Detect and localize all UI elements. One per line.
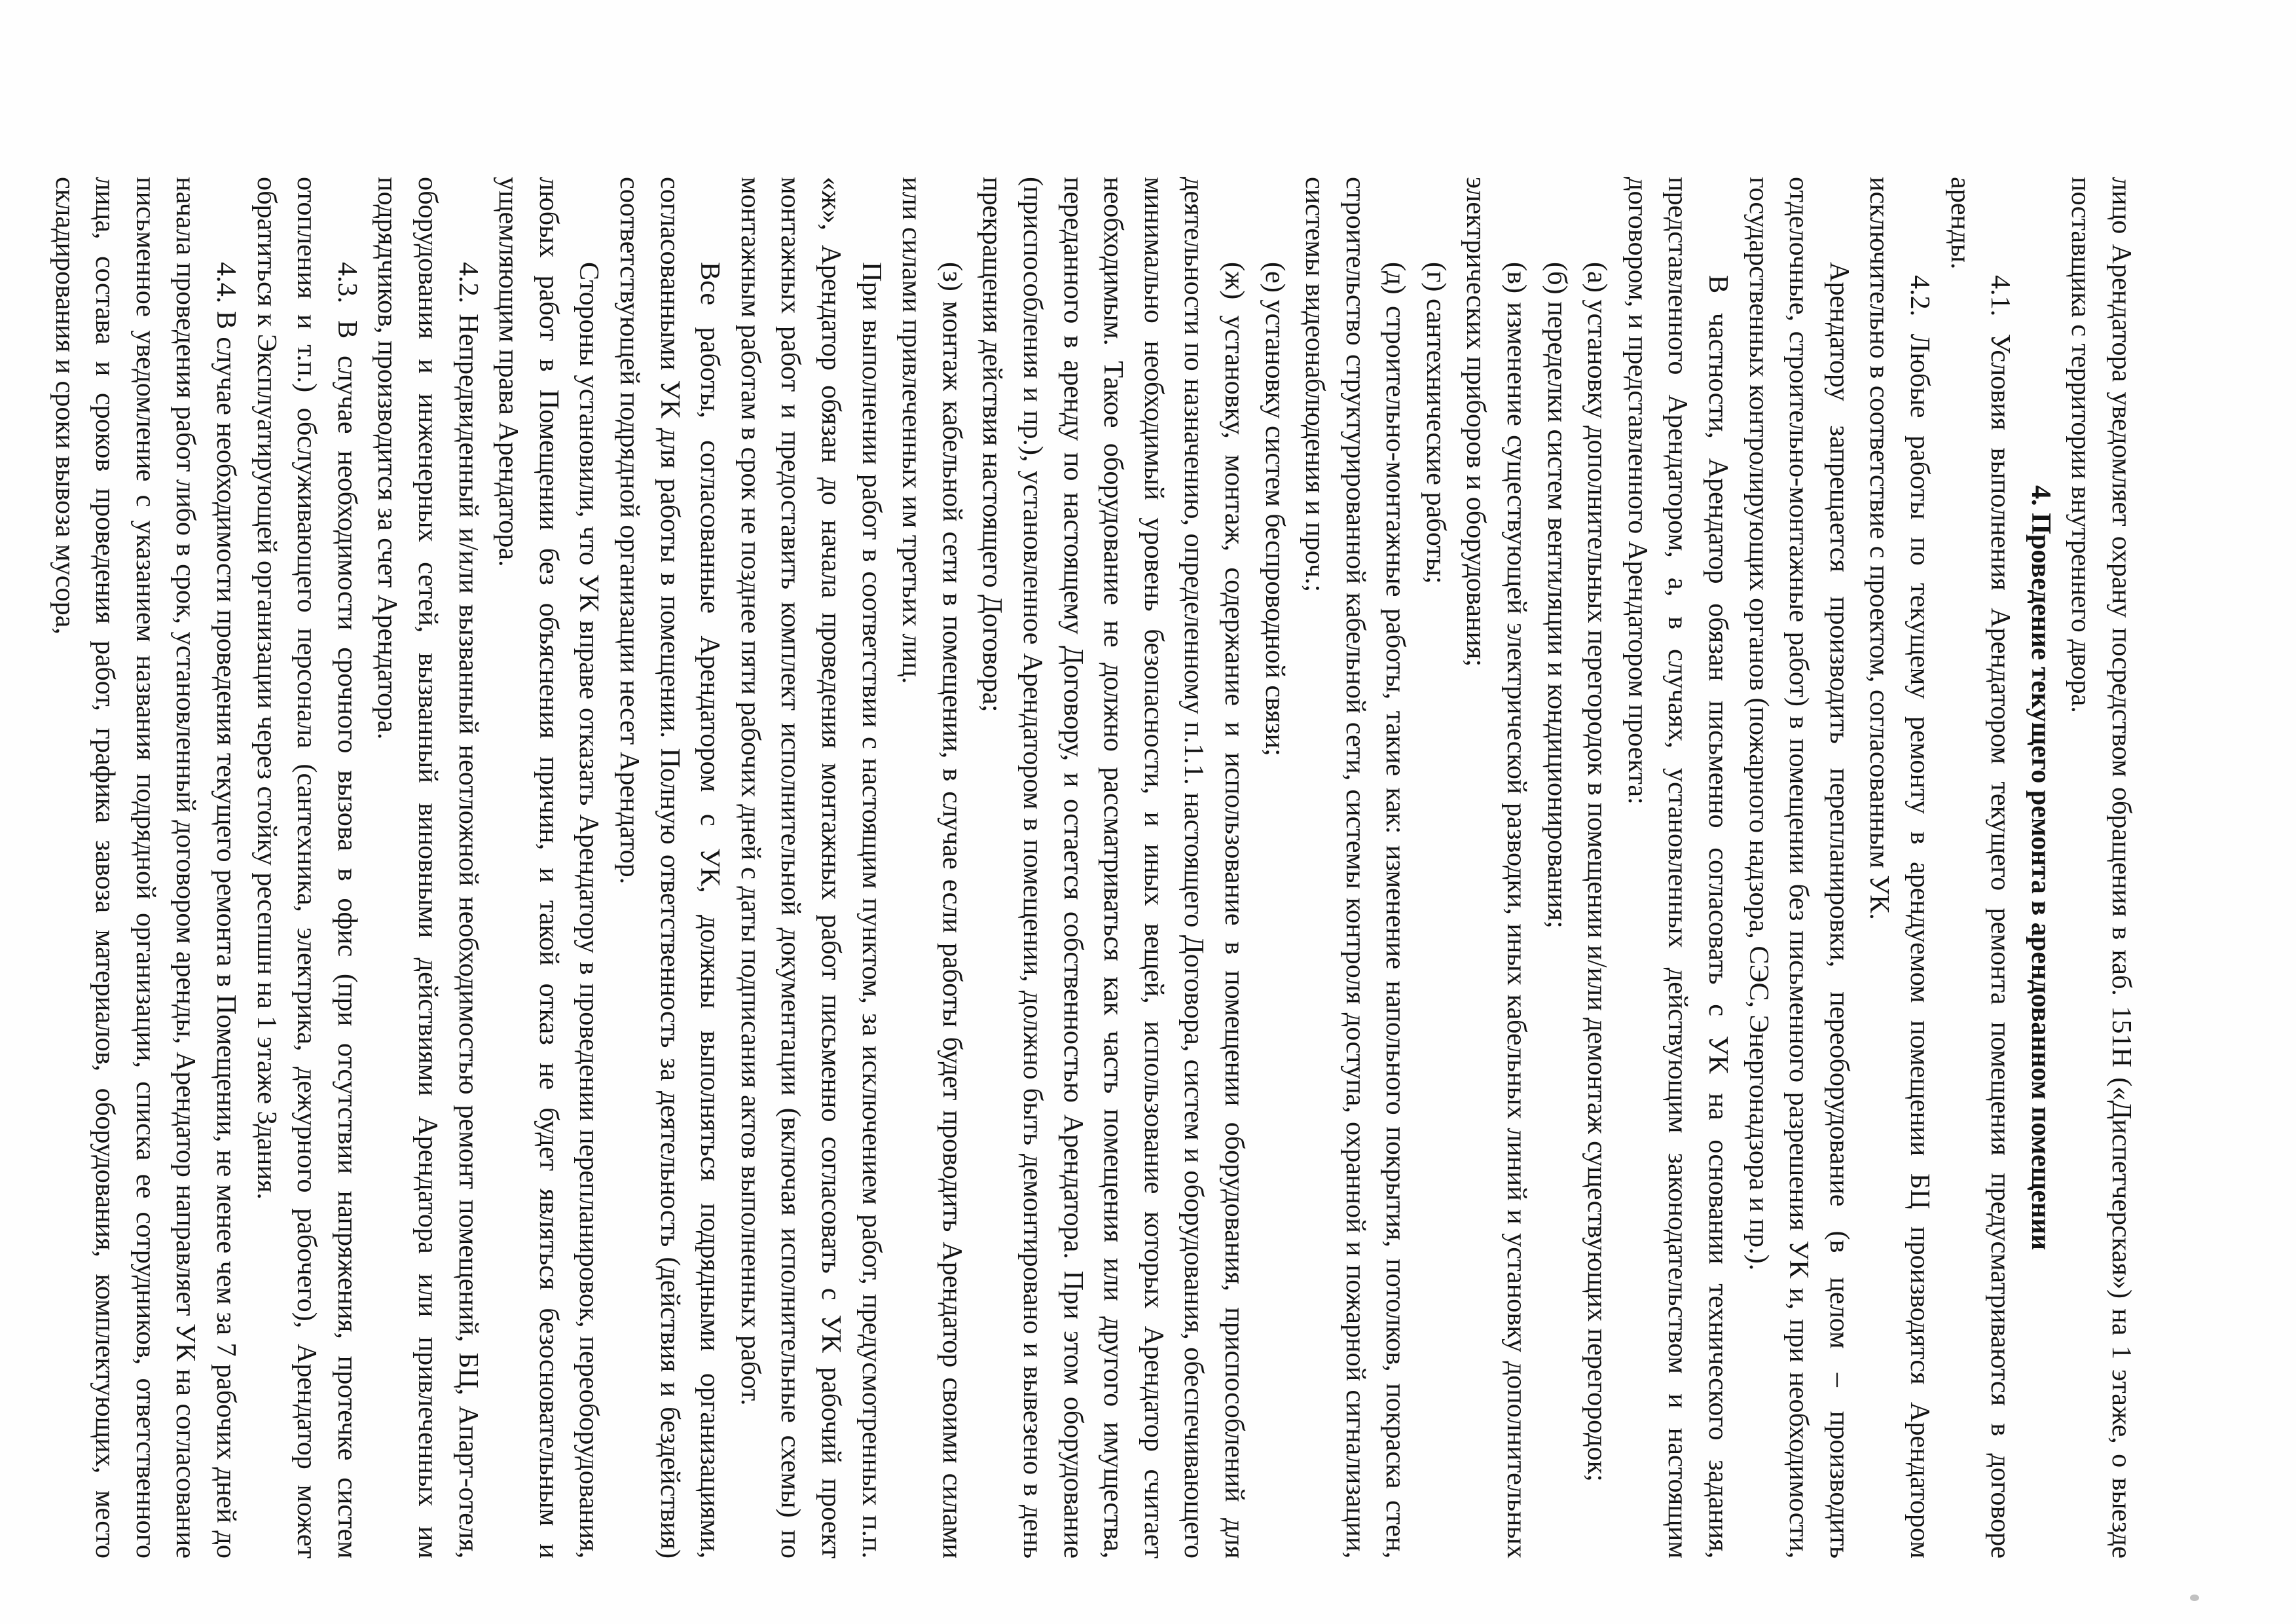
- list-item-z: (з) монтаж кабельной сети в помещении, в случае если работы будет проводить Арендатор своими силами или силами привлеченных им третьих лиц.: [896, 177, 968, 1559]
- list-item-g: (г) сантехнические работы;: [1420, 262, 1451, 584]
- list-item-zh: (ж) установку, монтаж, содержание и использование в помещении оборудования, приспособлений для деятельности по назначению, определенному п.1.1. настоящего Договора, систем и оборудования, обеспечивающего минимально необходимый уровень безопасности, и иных вещей, использование которых Арендатор считает необходимым. Такое оборудование не должно рассматриваться как часть помещения или другого имущества, переданного в аренду по настоящему Договору, и остается собственностью Арендатора. При этом оборудование (приспособления и пр.), установленное Арендатором в помещении, должно быть демонтировано и вывезено в день прекращения действия настоящего Договора;: [977, 177, 1250, 1559]
- section-title: 4. Проведение текущего ремонта в арендованном помещении: [2025, 485, 2056, 1251]
- paragraph-in-particular: В частности, Арендатор обязан письменно согласовать с УК на основании технического задания, представленного Арендатором, а, в случаях, установленных действующим законодательством и настоящим договором, и представленного Арендатором проекта:: [1622, 177, 1734, 1559]
- list-item-b: (б) переделки систем вентиляции и кондиционирования;: [1541, 262, 1573, 929]
- paragraph-parties-agreed: Стороны установили, что УК вправе отказать Арендатору в проведении перепланировок, переоборудования, любых работ в Помещении без объяснения причин, и такой отказ не будет являться безосновательным и ущемляющим права Арендатора.: [493, 177, 605, 1559]
- list-item-a: (а) установку дополнительных перегородок в помещении и/или демонтаж существующих перегородок;: [1582, 262, 1613, 1482]
- list-item-v: (в) изменение существующей электрической разводки, иных кабельных линий и установку дополнительных электрических приборов и оборудования;: [1461, 177, 1533, 1559]
- document-body: [45, 177, 2141, 1559]
- paragraph-4-1: 4.1. Условия выполнения Арендатором текущего ремонта помещения предусматриваются в договоре аренды.: [1944, 177, 2016, 1559]
- list-item-e: (е) установку систем беспроводной связи;: [1259, 262, 1290, 756]
- paragraph-4-2: 4.2. Любые работы по текущему ремонту в арендуемом помещении БЦ производятся Арендатором исключительно в соответствие с проектом, согласованным УК.: [1864, 177, 1936, 1559]
- paragraph-when-performing: При выполнении работ в соответствии с настоящим пунктом, за исключением работ, предусмотренных п.п. «ж», Арендатор обязан до начала проведения монтажных работ письменно согласовать с УК рабочий проект монтажных работ и предоставить комплект исполнительной документации (включая исполнительные схемы) по монтажным работам в срок не позднее пяти рабочих дней с даты подписания актов выполненных работ.: [735, 177, 887, 1559]
- continuation-paragraph: лицо Арендатора уведомляет охрану посредством обращения в каб. 151Н («Диспетчерская») на 1 этаже, о выезде поставщика с территории внутреннего двора.: [2066, 177, 2137, 1559]
- paragraph-4-3: 4.3. В случае необходимости срочного вызова в офис (при отсутствии напряжения, протечке систем отопления и т.п.) обслуживающего персонала (сантехника, электрика, дежурного рабочего), Арендатор может обратиться к Эксплуатирующей организации через стойку ресепшн на 1 этаже Здания.: [251, 177, 363, 1559]
- paragraph-4-2-unforeseen: 4.2. Непредвиденный и/или вызванный неотложной необходимостью ремонт помещений, БЦ, Апарт-отеля, оборудования и инженерных сетей, вызванный виновными действиями Арендатора или привлеченных им подрядчиков, производится за счет Арендатора.: [372, 177, 484, 1559]
- paragraph-all-works: Все работы, согласованные Арендатором с УК, должны выполняться подрядными организациями, согласованными УК для работы в помещении. Полную ответственность за деятельность (действия и бездействия) соответствующей подрядной организации несет Арендатор.: [614, 177, 726, 1559]
- scan-speck: [2190, 1595, 2199, 1601]
- paragraph-4-4: 4.4. В случае необходимости проведения текущего ремонта в Помещении, не менее чем за 7 рабочих дней до начала проведения работ либо в срок, установленный договором аренды, Арендатор направляет УК на согласование письменное уведомление с указанием названия подрядной организации, списка ее сотрудников, ответственного лица, состава и сроков проведения работ, графика завоза материалов, оборудования, комплектующих, место складирования и сроки вывоза мусора,: [49, 177, 242, 1559]
- paragraph-prohibition: Арендатору запрещается производить перепланировки, переоборудование (в целом – производить отделочные, строительно-монтажные работ) в помещении без письменного разрешения УК и, при необходимости, государственных контролирующих органов (пожарного надзора, СЭС, Энергонадзора и пр.).: [1743, 177, 1855, 1559]
- list-item-d: (д) строительно-монтажные работы, такие как: изменение напольного покрытия, потолков, покраска стен, строительство структурированной кабельной сети, системы контроля доступа, охранной и пожарной сигнализации, системы видеонаблюдения и проч.;: [1300, 177, 1412, 1559]
